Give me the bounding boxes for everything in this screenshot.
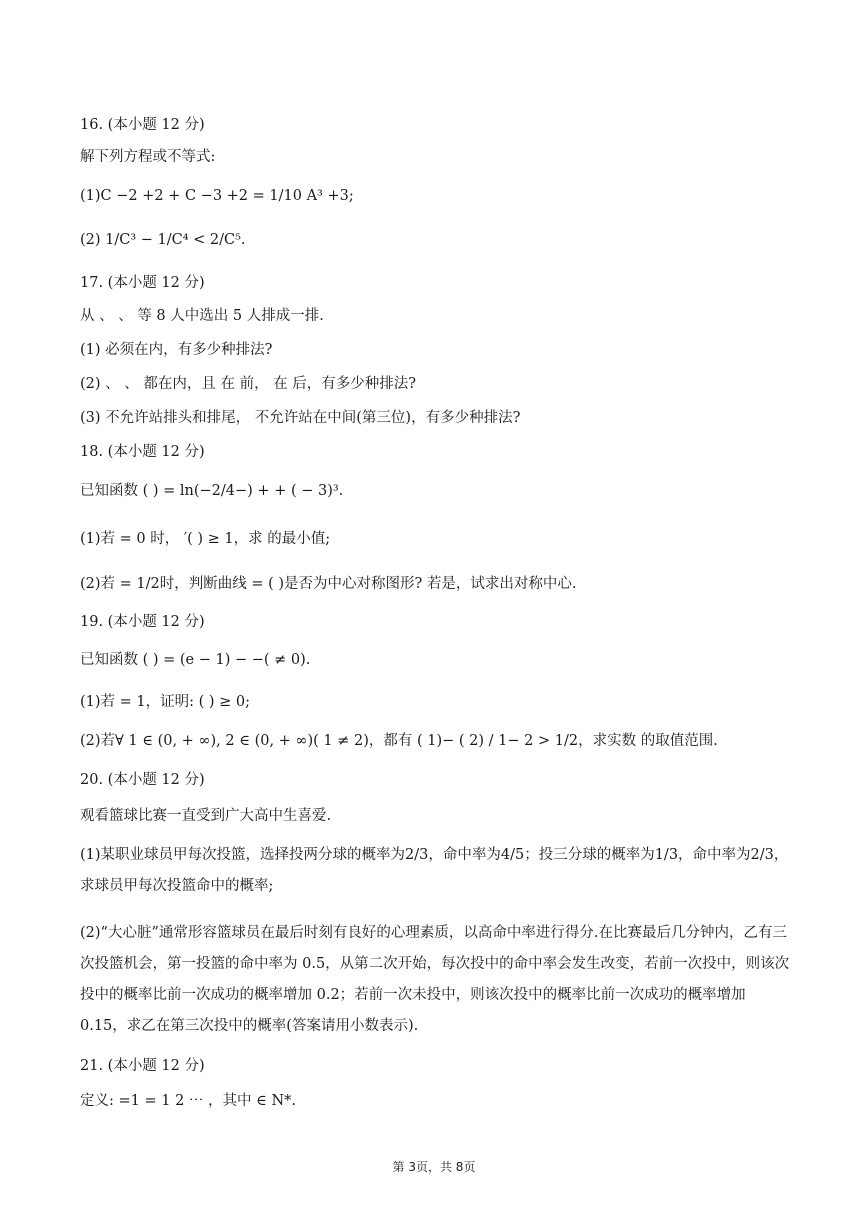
q20-intro: 观看篮球比赛一直受到广大高中生喜爱.	[80, 808, 332, 824]
q17-part3: (3) 不允许站排头和排尾， 不允许站在中间(第三位)，有多少种排法?	[80, 410, 521, 426]
q16-title: 16. (本小题 12 分)	[80, 117, 205, 133]
q21-intro: 定义: =1 = 1 2 ⋯ ，其中 ∈ N*.	[80, 1093, 297, 1109]
q19-part1: (1)若 = 1，证明: ( ) ≥ 0;	[80, 694, 251, 710]
q16-part1: (1)C −2 +2 + C −3 +2 = 1/10 A³ +3;	[80, 188, 354, 204]
q20-title: 20. (本小题 12 分)	[80, 772, 205, 788]
q20-part1: (1)某职业球员甲每次投篮，选择投两分球的概率为2/3，命中率为4/5；投三分球的概率为1/3，命中率为2/3，求球员甲每次投篮命中的概率;	[80, 847, 789, 894]
q16-intro: 解下列方程或不等式:	[80, 149, 216, 165]
q17-part1: (1) 必须在内，有多少种排法?	[80, 342, 273, 358]
q18-title: 18. (本小题 12 分)	[80, 444, 205, 460]
q18-intro: 已知函数 ( ) = ln(−2/4−) + + ( − 3)³.	[80, 483, 344, 499]
q19-title: 19. (本小题 12 分)	[80, 614, 205, 630]
q18-part1: (1)若 = 0 时， ′( ) ≥ 1，求 的最小值;	[80, 531, 331, 547]
q17-intro: 从 、 、 等 8 人中选出 5 人排成一排.	[80, 308, 324, 324]
q20-part2: (2)“大心脏”通常形容篮球员在最后时刻有良好的心理素质，以高命中率进行得分.在比赛最后几分钟内，乙有三次投篮机会，第一投篮的命中率为 0.5，从第二次开始，每次投中的命中率会发生改变，若前一次投中，则该次投中的概率比前一次成功的概率增加 0.2；若前一次未投中，则该次投中的概率比前一次成功的概率增加 0.15，求乙在第三次投中的概率(答案请用小数表示).	[80, 925, 790, 1034]
q21-title: 21. (本小题 12 分)	[80, 1058, 205, 1074]
q19-part2: (2)若∀ 1 ∈ (0, + ∞), 2 ∈ (0, + ∞)( 1 ≠ 2)，都有 ( 1)− ( 2) / 1− 2 > 1/2，求实数 的取值范围.	[80, 733, 718, 749]
q19-intro: 已知函数 ( ) = (e − 1) − −( ≠ 0).	[80, 652, 311, 668]
q17-title: 17. (本小题 12 分)	[80, 275, 205, 291]
q18-part2: (2)若 = 1/2时，判断曲线 = ( )是否为中心对称图形? 若是，试求出对称中心.	[80, 576, 577, 592]
page-footer: 第 3页，共 8页	[392, 1160, 476, 1174]
q17-part2: (2) 、 、 都在内，且 在 前， 在 后，有多少种排法?	[80, 376, 417, 392]
q16-part2: (2) 1/C³ − 1/C⁴ < 2/C⁵.	[80, 232, 246, 248]
